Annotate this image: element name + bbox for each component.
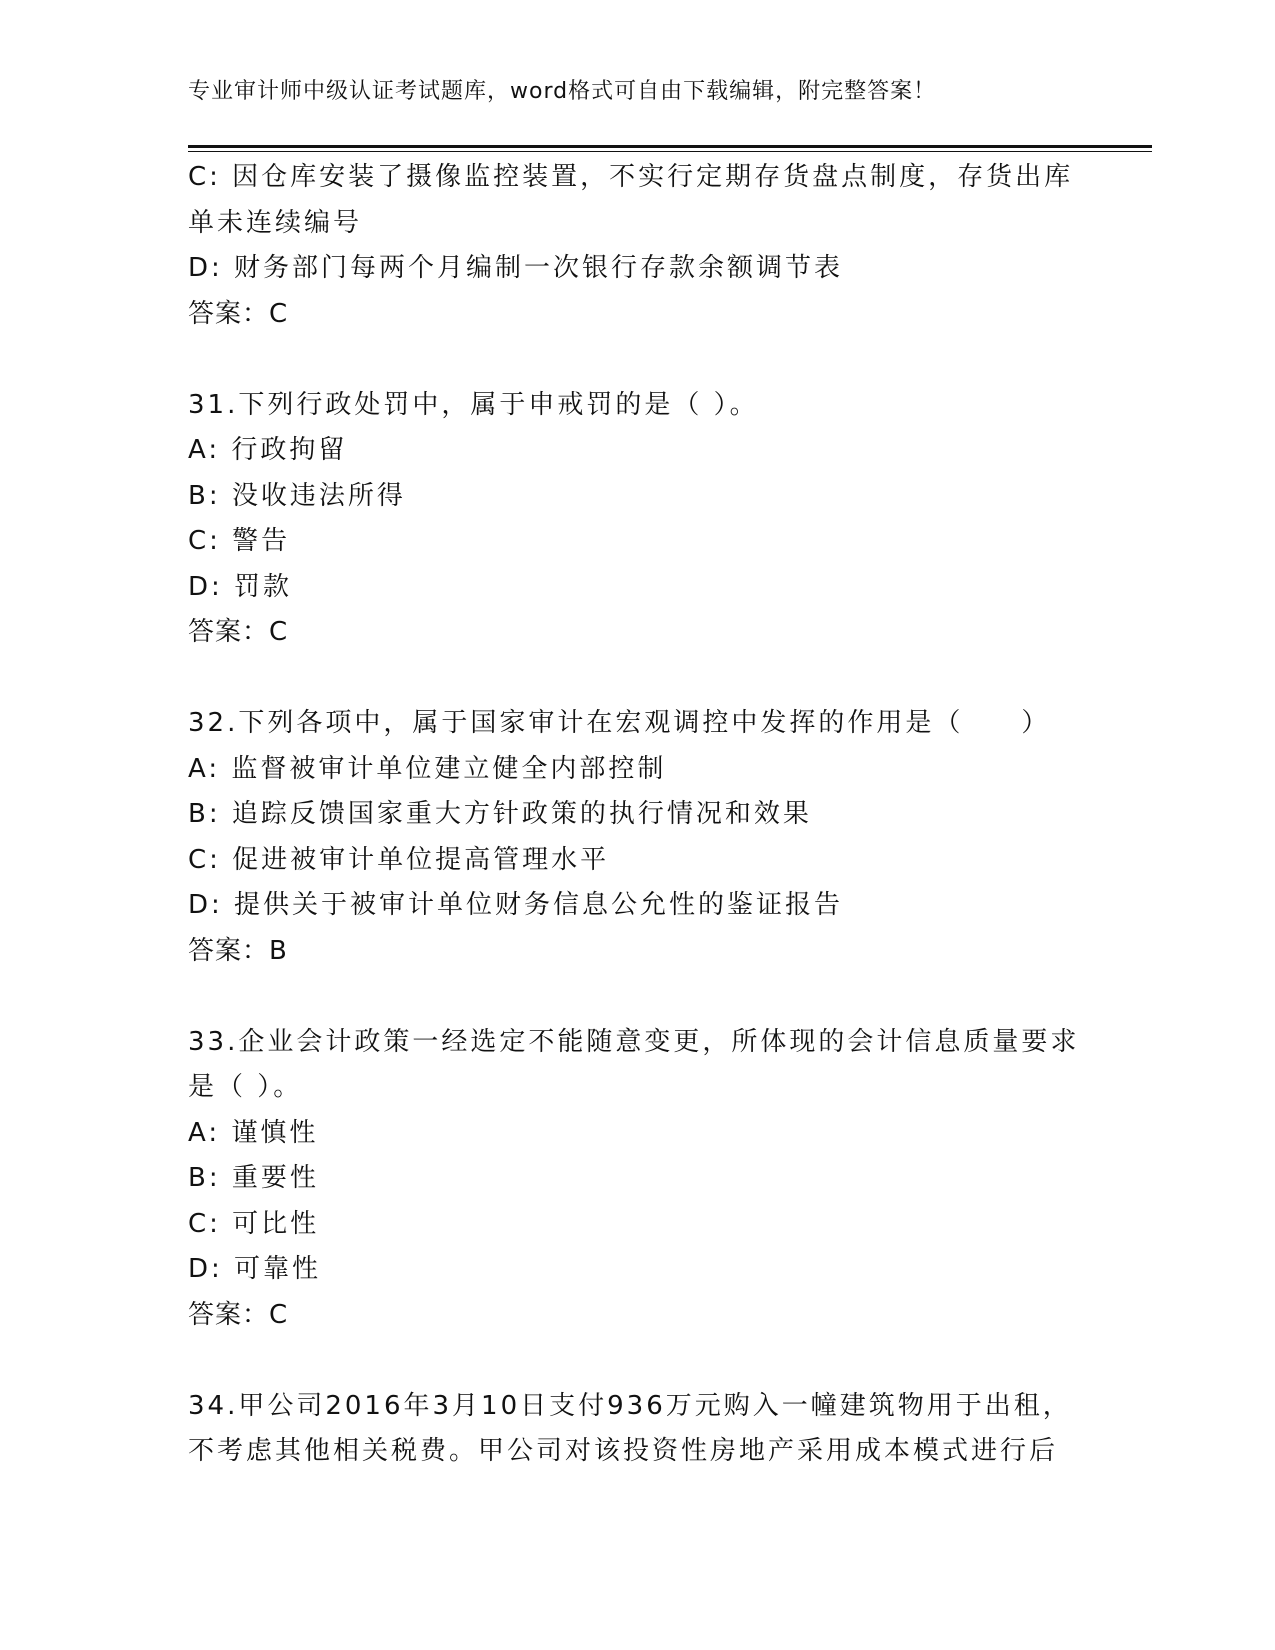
spacer — [188, 1338, 1088, 1384]
q33-question-line1: 33.企业会计政策一经选定不能随意变更，所体现的会计信息质量要求 — [188, 1026, 1080, 1057]
q32-option-c: C: 促进被审计单位提高管理水平 — [188, 844, 610, 875]
q32-option-a: A: 监督被审计单位建立健全内部控制 — [188, 753, 667, 784]
q31-question: 31.下列行政处罚中，属于申戒罚的是（ ）。 — [188, 389, 759, 420]
q32-option-d: D: 提供关于被审计单位财务信息公允性的鉴证报告 — [188, 890, 844, 920]
q33-question-line2: 是（ ）。 — [188, 1072, 303, 1102]
prev-option-d: D: 财务部门每两个月编制一次银行存款余额调节表 — [188, 253, 844, 283]
header-rule-thin — [188, 151, 1152, 152]
q33-option-a: A: 谨慎性 — [188, 1117, 319, 1148]
header-rule-thick — [188, 145, 1152, 148]
q33-option-d: D: 可靠性 — [188, 1254, 322, 1284]
q33-answer: 答案：C — [188, 1299, 289, 1330]
q31-option-d: D: 罚款 — [188, 571, 293, 602]
q33-option-b: B: 重要性 — [188, 1163, 319, 1193]
q31-option-a: A: 行政拘留 — [188, 435, 348, 465]
q33-option-c: C: 可比性 — [188, 1208, 320, 1239]
q31-option-c: C: 警告 — [188, 526, 291, 556]
q34-question-line2: 不考虑其他相关税费。甲公司对该投资性房地产采用成本模式进行后 — [188, 1436, 1059, 1466]
prev-option-c-line2: 单未连续编号 — [188, 207, 363, 238]
question-content — [188, 155, 1088, 1475]
q31-answer: 答案：C — [188, 617, 289, 647]
q31-option-b: B: 没收违法所得 — [188, 480, 406, 511]
q32-option-b: B: 追踪反馈国家重大方针政策的执行情况和效果 — [188, 799, 812, 829]
prev-option-c-line1: C: 因仓库安装了摄像监控装置，不实行定期存货盘点制度，存货出库 — [188, 162, 1074, 192]
q32-question: 32.下列各项中，属于国家审计在宏观调控中发挥的作用是（ ） — [188, 708, 1051, 738]
spacer — [188, 974, 1088, 1020]
spacer — [188, 656, 1088, 702]
page-header: 专业审计师中级认证考试题库，word格式可自由下载编辑，附完整答案！ — [188, 79, 937, 104]
q34-question-line1: 34.甲公司2016年3月10日支付936万元购入一幢建筑物用于出租， — [188, 1390, 1072, 1421]
q32-answer: 答案：B — [188, 935, 288, 966]
spacer — [188, 337, 1088, 383]
prev-answer: 答案：C — [188, 298, 289, 329]
